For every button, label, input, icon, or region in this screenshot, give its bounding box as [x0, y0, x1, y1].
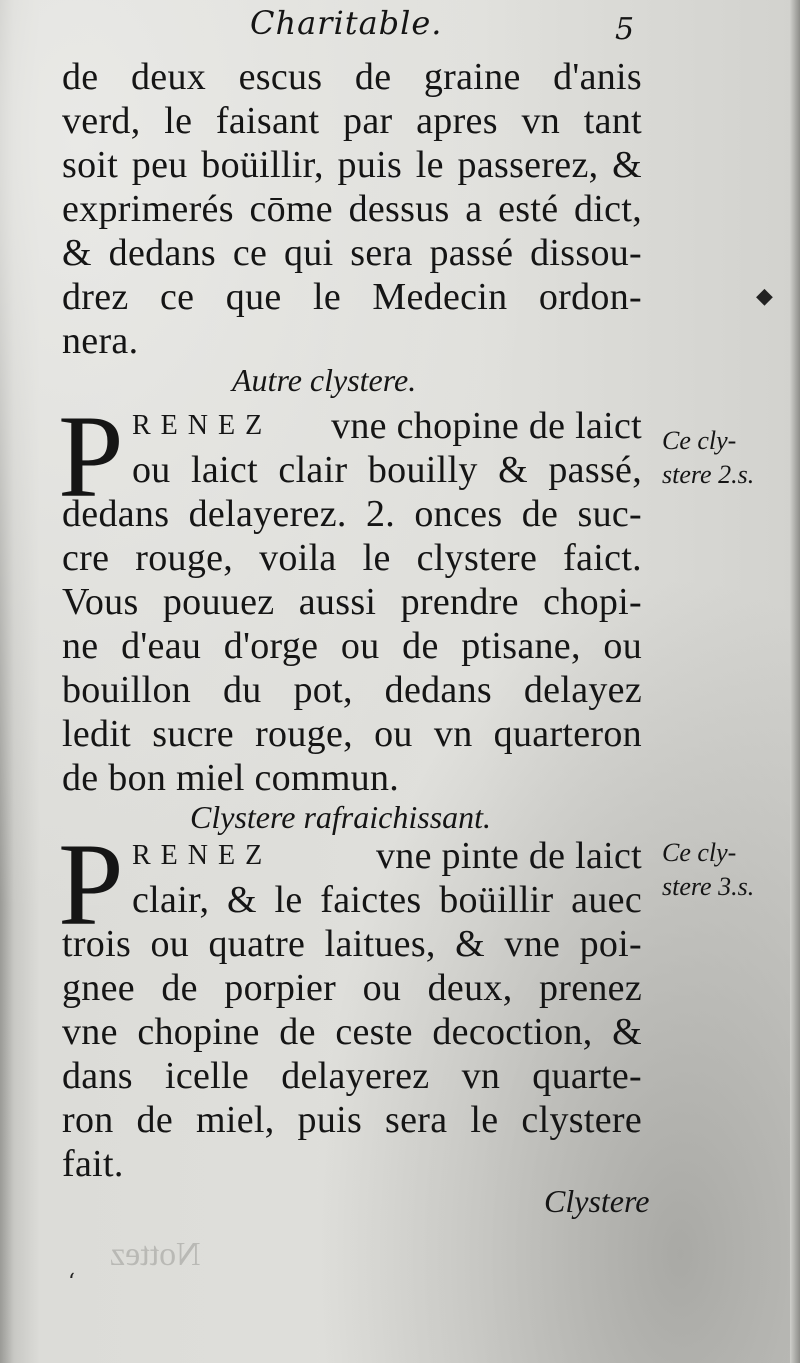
- text-line: fait.: [62, 1143, 124, 1185]
- margin-note-line: stere 2.s.: [662, 460, 755, 489]
- text-line: verd, le faisant par apres vn tant: [62, 100, 642, 142]
- catchword: Clystere: [544, 1183, 650, 1219]
- text-line: Vous pouuez aussi prendre chopi-: [62, 581, 642, 623]
- text-line: clair, & le faictes boüillir auec: [132, 879, 642, 921]
- text-line: bouillon du pot, dedans delayez: [62, 669, 642, 711]
- text-line: trois ou quatre laitues, & vne poi-: [62, 923, 642, 965]
- text-line: exprimerés cōme dessus a esté dict,: [62, 188, 642, 230]
- drop-cap: P: [58, 819, 124, 950]
- text-line: soit peu boüillir, puis le passerez, &: [62, 144, 642, 186]
- page-number: 5: [615, 12, 635, 47]
- text-line: drez ce que le Medecin ordon-: [62, 276, 642, 318]
- text-line: de bon miel commun.: [62, 757, 400, 799]
- text-line: cre rouge, voila le clystere faict.: [62, 537, 642, 579]
- text-line: dans icelle delayerez vn quarte-: [62, 1055, 642, 1097]
- small-caps-word: RENEZ: [132, 840, 273, 871]
- margin-note: [662, 424, 754, 492]
- ink-mark: ◆: [756, 284, 773, 309]
- show-through-text: Nottez: [110, 1236, 201, 1273]
- first-line-rest: vne chopine de laict: [331, 405, 642, 447]
- text-line: de deux escus de graine d'anis: [62, 56, 642, 98]
- first-line: [132, 404, 642, 448]
- text-line: ledit sucre rouge, ou vn quarteron: [62, 713, 642, 755]
- margin-note-line: Ce cly-: [662, 838, 737, 867]
- margin-note-line: Ce cly-: [662, 426, 737, 455]
- section-heading: Clystere rafraichissant.: [190, 799, 492, 835]
- running-title: Charitable.: [250, 4, 443, 42]
- text-line: ron de miel, puis sera le clystere: [62, 1099, 642, 1141]
- text-line: ou laict clair bouilly & passé,: [132, 449, 642, 491]
- first-line: [132, 834, 642, 878]
- text-line: vne chopine de ceste decoction, &: [62, 1011, 642, 1053]
- text-line: ne d'eau d'orge ou de ptisane, ou: [62, 625, 642, 667]
- small-caps-word: RENEZ: [132, 410, 273, 441]
- margin-note: [662, 836, 754, 904]
- text-line: & dedans ce qui sera passé dissou-: [62, 232, 642, 274]
- page-edge: [790, 0, 800, 1363]
- text-line: dedans delayerez. 2. onces de suc-: [62, 493, 642, 535]
- section-heading: Autre clystere.: [232, 362, 417, 398]
- first-line-rest: vne pinte de laict: [375, 835, 642, 877]
- text-line: gnee de porpier ou deux, prenez: [62, 967, 642, 1009]
- ink-mark: ‘: [68, 1270, 75, 1295]
- margin-note-line: stere 3.s.: [662, 872, 755, 901]
- drop-cap: P: [58, 391, 124, 522]
- text-line: nera.: [62, 320, 139, 362]
